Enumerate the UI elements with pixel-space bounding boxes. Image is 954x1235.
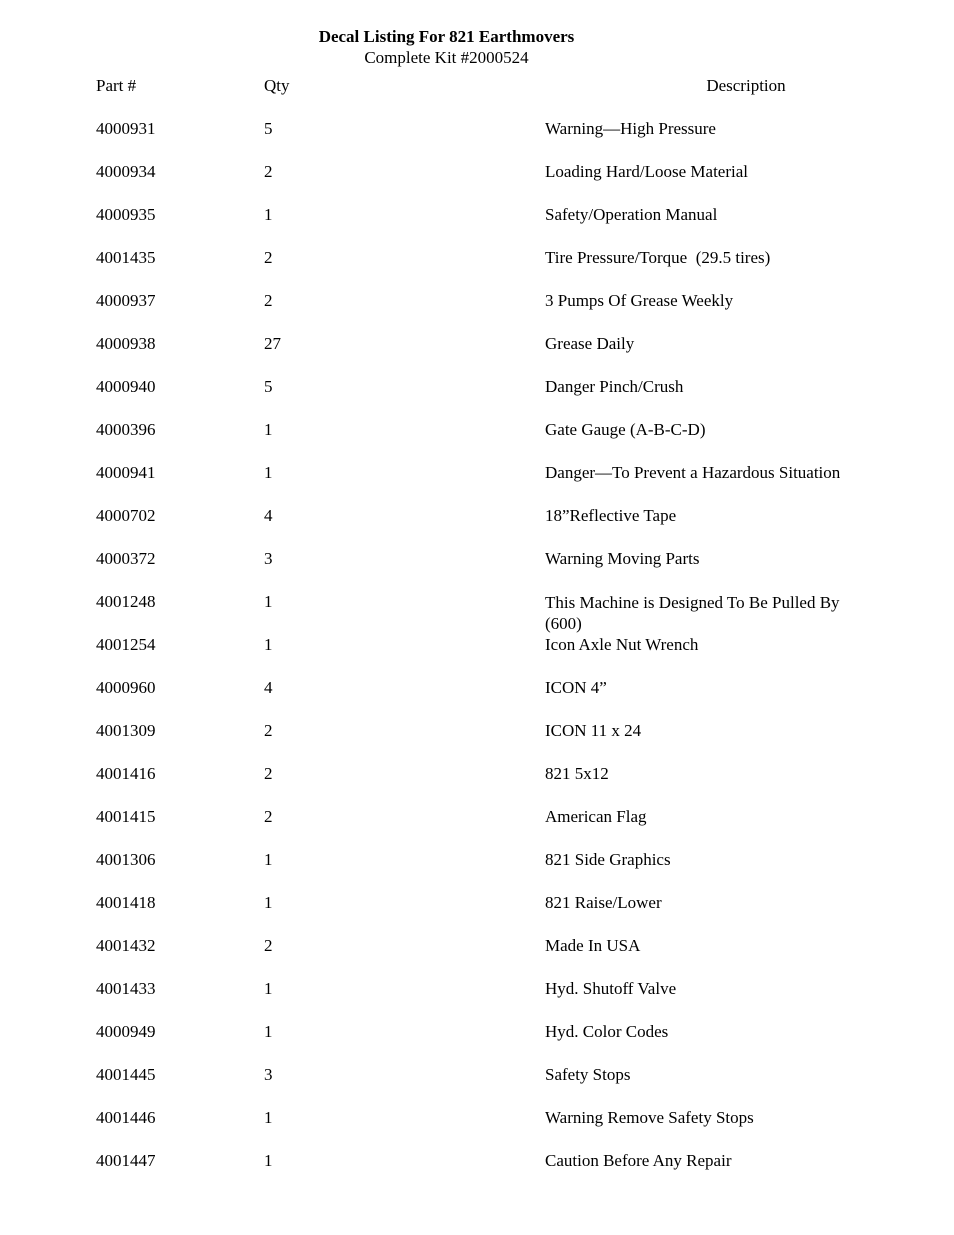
table-row xyxy=(0,420,954,463)
quantity: 2 xyxy=(264,162,273,181)
part-number: 4001254 xyxy=(96,635,156,654)
decal-table xyxy=(0,119,954,1194)
part-number: 4000372 xyxy=(96,549,156,568)
quantity: 1 xyxy=(264,1108,273,1127)
part-number: 4001446 xyxy=(96,1108,156,1127)
quantity: 27 xyxy=(264,334,281,353)
table-row xyxy=(0,678,954,721)
description: 821 5x12 xyxy=(545,764,609,783)
description: 3 Pumps Of Grease Weekly xyxy=(545,291,734,310)
table-row xyxy=(0,1022,954,1065)
table-row xyxy=(0,850,954,893)
quantity: 2 xyxy=(264,721,273,740)
quantity: 1 xyxy=(264,635,273,654)
table-row xyxy=(0,248,954,291)
table-row xyxy=(0,764,954,807)
description: 18”Reflective Tape xyxy=(545,506,677,525)
table-row xyxy=(0,893,954,936)
column-header-description: Description xyxy=(706,76,786,95)
part-number: 4001415 xyxy=(96,807,156,826)
quantity: 4 xyxy=(264,678,273,697)
description: Icon Axle Nut Wrench xyxy=(545,635,699,654)
table-row xyxy=(0,807,954,850)
part-number: 4001445 xyxy=(96,1065,156,1084)
table-row xyxy=(0,162,954,205)
table-row xyxy=(0,592,954,635)
description: Warning—High Pressure xyxy=(545,119,716,138)
part-number: 4001416 xyxy=(96,764,156,783)
quantity: 4 xyxy=(264,506,273,525)
table-row xyxy=(0,549,954,592)
table-row xyxy=(0,506,954,549)
description: 821 Raise/Lower xyxy=(545,893,662,912)
quantity: 1 xyxy=(264,592,273,611)
quantity: 2 xyxy=(264,936,273,955)
quantity: 2 xyxy=(264,248,273,267)
description: Hyd. Color Codes xyxy=(545,1022,669,1041)
description: This Machine is Designed To Be Pulled By (600) xyxy=(545,593,840,633)
table-row xyxy=(0,291,954,334)
quantity: 1 xyxy=(264,850,273,869)
part-number: 4000396 xyxy=(96,420,156,439)
description: Made In USA xyxy=(545,936,641,955)
quantity: 1 xyxy=(264,463,273,482)
table-row xyxy=(0,205,954,248)
quantity: 1 xyxy=(264,205,273,224)
quantity: 5 xyxy=(264,377,273,396)
quantity: 5 xyxy=(264,119,273,138)
description: Warning Moving Parts xyxy=(545,549,700,568)
quantity: 3 xyxy=(264,1065,273,1084)
quantity: 1 xyxy=(264,1022,273,1041)
table-row xyxy=(0,635,954,678)
table-row xyxy=(0,463,954,506)
quantity: 1 xyxy=(264,979,273,998)
column-header-part: Part # xyxy=(96,76,137,95)
table-row xyxy=(0,1151,954,1194)
part-number: 4001418 xyxy=(96,893,156,912)
description: Hyd. Shutoff Valve xyxy=(545,979,677,998)
quantity: 2 xyxy=(264,764,273,783)
part-number: 4000934 xyxy=(96,162,156,181)
table-row xyxy=(0,334,954,377)
description: Tire Pressure/Torque (29.5 tires) xyxy=(545,248,771,267)
quantity: 2 xyxy=(264,291,273,310)
quantity: 2 xyxy=(264,807,273,826)
description: Caution Before Any Repair xyxy=(545,1151,732,1170)
part-number: 4001309 xyxy=(96,721,156,740)
part-number: 4000949 xyxy=(96,1022,156,1041)
description: 821 Side Graphics xyxy=(545,850,671,869)
description: Danger—To Prevent a Hazardous Situation xyxy=(545,463,841,482)
table-row xyxy=(0,979,954,1022)
description: ICON 11 x 24 xyxy=(545,721,642,740)
part-number: 4000938 xyxy=(96,334,156,353)
quantity: 3 xyxy=(264,549,273,568)
description: Safety/Operation Manual xyxy=(545,205,718,224)
document-subtitle: Complete Kit #2000524 xyxy=(364,48,529,67)
description: Gate Gauge (A-B-C-D) xyxy=(545,420,706,439)
part-number: 4000702 xyxy=(96,506,156,525)
part-number: 4001306 xyxy=(96,850,156,869)
part-number: 4001435 xyxy=(96,248,156,267)
part-number: 4001248 xyxy=(96,592,156,611)
table-row xyxy=(0,1108,954,1151)
table-row xyxy=(0,377,954,420)
column-header-qty: Qty xyxy=(264,76,290,95)
description: Warning Remove Safety Stops xyxy=(545,1108,754,1127)
part-number: 4000960 xyxy=(96,678,156,697)
part-number: 4001447 xyxy=(96,1151,156,1170)
quantity: 1 xyxy=(264,420,273,439)
quantity: 1 xyxy=(264,1151,273,1170)
document-title: Decal Listing For 821 Earthmovers xyxy=(318,27,575,46)
part-number: 4000931 xyxy=(96,119,156,138)
part-number: 4000941 xyxy=(96,463,156,482)
description: American Flag xyxy=(545,807,647,826)
description: Safety Stops xyxy=(545,1065,631,1084)
description: Grease Daily xyxy=(545,334,635,353)
part-number: 4001432 xyxy=(96,936,156,955)
part-number: 4001433 xyxy=(96,979,156,998)
table-row xyxy=(0,721,954,764)
quantity: 1 xyxy=(264,893,273,912)
table-row xyxy=(0,936,954,979)
description: Loading Hard/Loose Material xyxy=(545,162,748,181)
part-number: 4000937 xyxy=(96,291,156,310)
description: Danger Pinch/Crush xyxy=(545,377,684,396)
part-number: 4000940 xyxy=(96,377,156,396)
table-row xyxy=(0,119,954,162)
table-row xyxy=(0,1065,954,1108)
part-number: 4000935 xyxy=(96,205,156,224)
description: ICON 4” xyxy=(545,678,607,697)
